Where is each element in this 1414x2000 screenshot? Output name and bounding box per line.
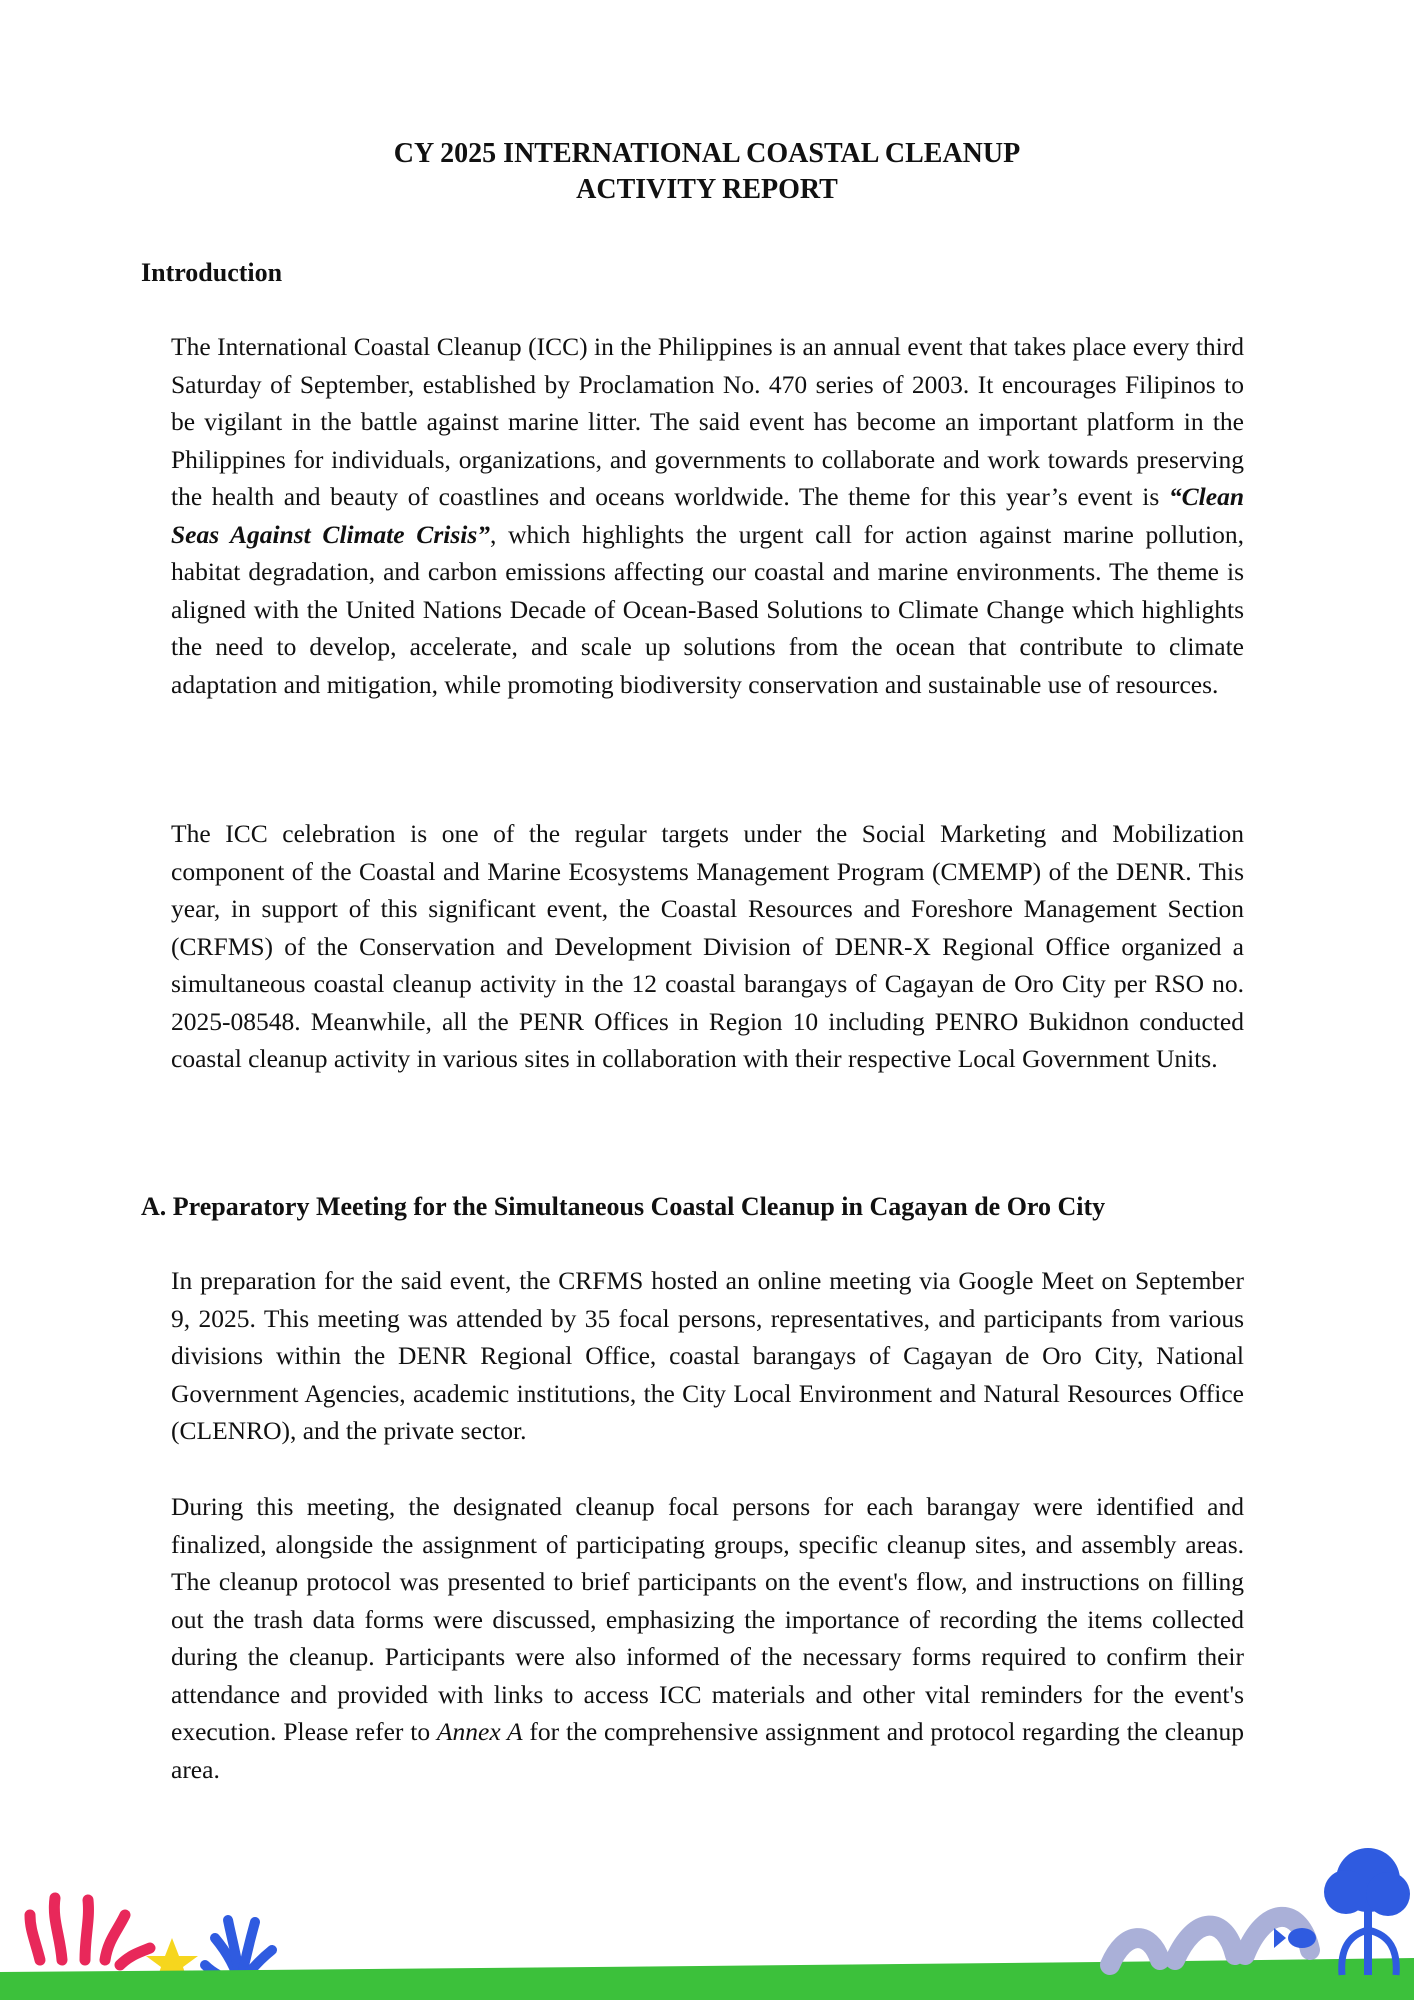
section-a-paragraph-1: In preparation for the said event, the CRFMS hosted an online meeting via Google Meet on September 9, 2025. This meeting was attended by 35 focal persons, representatives, and participants from various divisions within the DENR Regional Office, coastal barangays of Cagayan de Oro City, National Government Agencies, academic institutions, the City Local Environment and Natural Resources Office (CLENRO), and the private sector. bbox=[171, 1266, 1244, 1445]
theme-text: “Clean Seas Against Climate Crisis” bbox=[171, 482, 1244, 549]
section-a-p2-text-a: During this meeting, the designated cleanup focal persons for each barangay were identified and finalized, alongside the assignment of participating groups, specific cleanup sites, and assembly areas. The cleanup protocol was presented to brief participants on the event's flow, and instructions on filling out the trash data forms were discussed, emphasizing the importance of recording the items collected during the cleanup. Participants were also informed of the necessary forms required to confirm their attendance and provided with links to access ICC materials and other vital reminders for the event's execution. Please refer to bbox=[171, 1492, 1244, 1746]
section-a-paragraph-2 bbox=[171, 1488, 1244, 1788]
tree-icon bbox=[1324, 1848, 1410, 1975]
footer-decoration bbox=[0, 1820, 1414, 2000]
fish-icon bbox=[1274, 1928, 1316, 1948]
section-a-p2-text-b: for the comprehensive assignment and protocol regarding the cleanup area. bbox=[171, 1717, 1244, 1784]
annex-reference: Annex A bbox=[436, 1717, 523, 1746]
coral-icon bbox=[30, 1898, 150, 1965]
report-title bbox=[0, 136, 1414, 208]
introduction-heading: Introduction bbox=[141, 258, 283, 287]
introduction-paragraph-2: The ICC celebration is one of the regular targets under the Social Marketing and Mobilization component of the Coastal and Marine Ecosystems Management Program (CMEMP) of the DENR. This year, in support of this significant event, the Coastal Resources and Foreshore Management Section (CRFMS) of the Conservation and Development Division of DENR-X Regional Office organized a simultaneous coastal cleanup activity in the 12 coastal barangays of Cagayan de Oro City per RSO no. 2025-08548. Meanwhile, all the PENR Offices in Region 10 including PENRO Bukidnon conducted coastal cleanup activity in various sites in collaboration with their respective Local Government Units. bbox=[171, 819, 1244, 1073]
introduction-paragraph-1 bbox=[171, 328, 1244, 703]
section-a-heading: A. Preparatory Meeting for the Simultaneous Coastal Cleanup in Cagayan de Oro City bbox=[141, 1192, 1106, 1221]
intro-p1-text-b: , which highlights the urgent call for action against marine pollution, habitat degradation, and carbon emissions affecting our coastal and marine environments. The theme is aligned with the United Nations Decade of Ocean-Based Solutions to Climate Change which highlights the need to develop, accelerate, and scale up solutions from the ocean that contribute to climate adaptation and mitigation, while promoting biodiversity conservation and sustainable use of resources. bbox=[171, 519, 1244, 699]
report-title-line1: CY 2025 INTERNATIONAL COASTAL CLEANUP bbox=[393, 138, 1021, 169]
report-title-line2: ACTIVITY REPORT bbox=[576, 174, 838, 205]
intro-p1-text-a: The International Coastal Cleanup (ICC) in the Philippines is an annual event that takes place every third Saturday of September, established by Proclamation No. 470 series of 2003. It encourages Filipinos to be vigilant in the battle against marine litter. The said event has become an important platform in the Philippines for individuals, organizations, and governments to collaborate and work towards preserving the health and beauty of coastlines and oceans worldwide. The theme for this year’s event is bbox=[171, 332, 1244, 511]
ground-band bbox=[0, 1958, 1414, 2000]
